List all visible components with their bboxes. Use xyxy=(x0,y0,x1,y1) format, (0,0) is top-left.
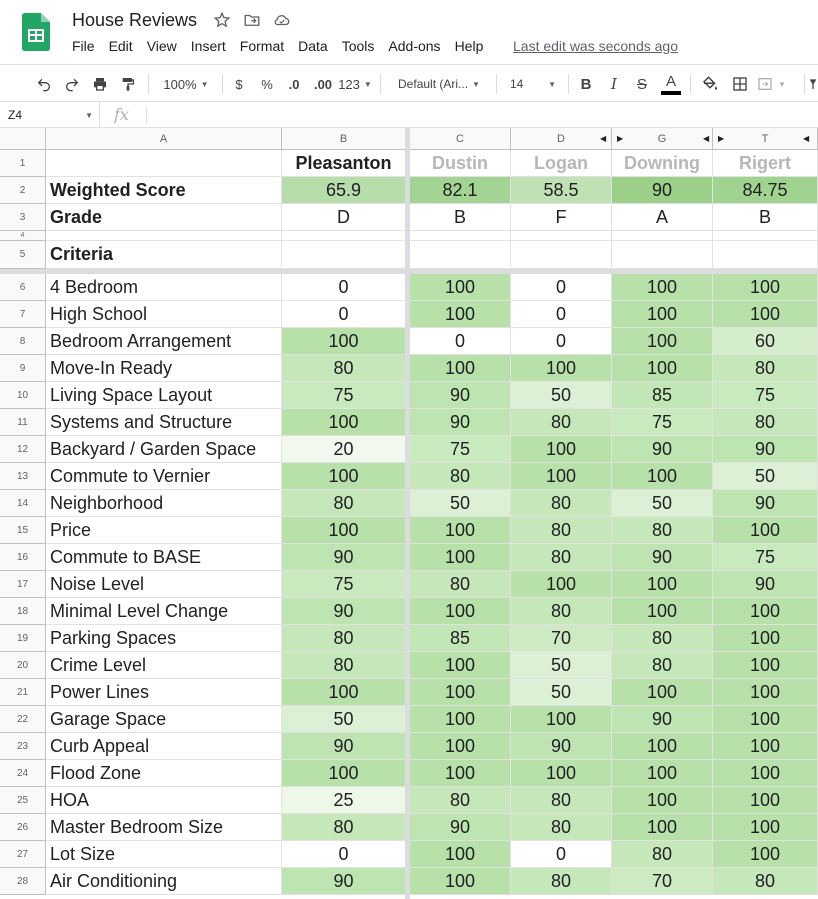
row-header-20[interactable]: 20 xyxy=(0,652,46,679)
criterion-score-cell[interactable]: 100 xyxy=(410,355,511,382)
criterion-score-cell[interactable]: 100 xyxy=(410,706,511,733)
decrease-decimal-button[interactable]: .0 xyxy=(288,76,300,92)
criterion-score-cell[interactable]: 80 xyxy=(410,787,511,814)
fill-color-icon[interactable] xyxy=(698,65,722,103)
house-name-cell[interactable]: Dustin xyxy=(410,150,511,177)
criterion-score-cell[interactable]: 100 xyxy=(713,787,818,814)
criterion-name-cell[interactable]: Living Space Layout xyxy=(46,382,282,409)
criterion-score-cell[interactable]: 100 xyxy=(410,760,511,787)
criterion-score-cell[interactable]: 75 xyxy=(282,571,406,598)
criterion-score-cell[interactable]: 100 xyxy=(713,652,818,679)
toolbar-separator xyxy=(496,74,497,94)
criterion-score-cell[interactable]: 80 xyxy=(713,355,818,382)
criterion-score-cell[interactable]: 75 xyxy=(410,436,511,463)
row-header-25[interactable]: 25 xyxy=(0,787,46,814)
row-header-4[interactable]: 4 xyxy=(0,231,46,241)
criterion-score-cell[interactable]: 100 xyxy=(612,463,713,490)
criterion-score-cell[interactable]: 0 xyxy=(282,301,406,328)
criterion-score-cell[interactable]: 50 xyxy=(282,706,406,733)
criterion-score-cell[interactable]: 0 xyxy=(282,274,406,301)
menu-edit[interactable]: Edit xyxy=(108,38,133,54)
criterion-score-cell[interactable]: 100 xyxy=(282,760,406,787)
criterion-score-cell[interactable]: 25 xyxy=(282,787,406,814)
criterion-score-cell[interactable]: 0 xyxy=(282,841,406,868)
criterion-score-cell[interactable]: 100 xyxy=(713,625,818,652)
percent-button[interactable]: % xyxy=(261,76,273,92)
criterion-name-cell[interactable]: High School xyxy=(46,301,282,328)
cell-a1[interactable] xyxy=(46,150,282,177)
row-header-11[interactable]: 11 xyxy=(0,409,46,436)
hidden-columns-arrow-icon[interactable]: ▶ xyxy=(617,134,624,143)
criterion-name-cell[interactable]: Flood Zone xyxy=(46,760,282,787)
font-size-value: 14 xyxy=(510,77,524,91)
criterion-score-cell[interactable]: 100 xyxy=(511,706,612,733)
more-formats-label: 123 xyxy=(338,76,360,92)
row-header-28[interactable]: 28 xyxy=(0,868,46,895)
menu-view[interactable]: View xyxy=(146,38,177,54)
merge-cells-icon[interactable] xyxy=(756,65,786,103)
criterion-score-cell[interactable]: 100 xyxy=(612,571,713,598)
criterion-name-cell[interactable]: Air Conditioning xyxy=(46,868,282,895)
criterion-score-cell[interactable]: 100 xyxy=(410,841,511,868)
criterion-name-cell[interactable]: Bedroom Arrangement xyxy=(46,328,282,355)
criterion-score-cell[interactable]: 80 xyxy=(612,652,713,679)
criteria-header[interactable]: Criteria xyxy=(46,241,282,269)
criterion-score-cell[interactable]: 100 xyxy=(511,436,612,463)
criterion-score-cell[interactable]: 80 xyxy=(612,625,713,652)
borders-icon[interactable] xyxy=(728,65,752,103)
row-header-26[interactable]: 26 xyxy=(0,814,46,841)
criterion-score-cell[interactable]: 100 xyxy=(410,679,511,706)
weighted-score-cell[interactable]: 65.9 xyxy=(282,177,406,204)
weighted-score-cell[interactable]: 82.1 xyxy=(410,177,511,204)
criterion-score-cell[interactable]: 100 xyxy=(410,598,511,625)
cloud-saved-icon[interactable] xyxy=(272,10,292,30)
criterion-score-cell[interactable]: 100 xyxy=(282,517,406,544)
criterion-score-cell[interactable]: 100 xyxy=(410,652,511,679)
row-header-18[interactable]: 18 xyxy=(0,598,46,625)
column-header-g[interactable]: G xyxy=(612,128,713,150)
criterion-score-cell[interactable]: 100 xyxy=(410,517,511,544)
criterion-score-cell[interactable]: 90 xyxy=(612,706,713,733)
cell-reference: Z4 xyxy=(8,108,23,122)
text-color-button[interactable] xyxy=(660,65,682,103)
criterion-score-cell[interactable]: 80 xyxy=(713,409,818,436)
select-all-corner[interactable] xyxy=(0,128,46,150)
hidden-columns-arrow-icon[interactable]: ◀ xyxy=(803,134,810,143)
criterion-score-cell[interactable]: 100 xyxy=(410,868,511,895)
grade-cell[interactable]: A xyxy=(612,204,713,231)
row-header-19[interactable]: 19 xyxy=(0,625,46,652)
row-header-22[interactable]: 22 xyxy=(0,706,46,733)
row-header-17[interactable]: 17 xyxy=(0,571,46,598)
text-color-swatch xyxy=(661,91,681,95)
criterion-score-cell[interactable]: 90 xyxy=(282,733,406,760)
criterion-score-cell[interactable]: 100 xyxy=(410,733,511,760)
criterion-score-cell[interactable]: 100 xyxy=(410,301,511,328)
criterion-score-cell[interactable]: 80 xyxy=(511,409,612,436)
chevron-down-icon: ▼ xyxy=(778,79,786,89)
criterion-score-cell[interactable]: 100 xyxy=(713,733,818,760)
frozen-column-divider[interactable] xyxy=(405,128,410,899)
empty-cell[interactable] xyxy=(46,231,282,241)
empty-cell[interactable] xyxy=(511,231,612,241)
criterion-score-cell[interactable]: 100 xyxy=(713,679,818,706)
house-name-cell[interactable]: Pleasanton xyxy=(282,150,406,177)
menu-bar xyxy=(72,38,497,54)
criterion-score-cell[interactable]: 100 xyxy=(713,517,818,544)
criterion-score-cell[interactable]: 80 xyxy=(511,544,612,571)
toolbar xyxy=(0,64,818,102)
criterion-name-cell[interactable]: Price xyxy=(46,517,282,544)
criterion-name-cell[interactable]: Master Bedroom Size xyxy=(46,814,282,841)
grade-cell[interactable]: B xyxy=(410,204,511,231)
empty-cell[interactable] xyxy=(612,231,713,241)
criterion-score-cell[interactable]: 50 xyxy=(410,490,511,517)
formula-input[interactable] xyxy=(154,102,814,128)
criterion-name-cell[interactable]: Neighborhood xyxy=(46,490,282,517)
criterion-score-cell[interactable]: 100 xyxy=(410,544,511,571)
criterion-score-cell[interactable]: 90 xyxy=(713,436,818,463)
criterion-score-cell[interactable]: 100 xyxy=(410,274,511,301)
hidden-columns-arrow-icon[interactable]: ▶ xyxy=(718,134,725,143)
chevron-down-icon: ▼ xyxy=(548,79,556,89)
criterion-name-cell[interactable]: HOA xyxy=(46,787,282,814)
empty-cell[interactable] xyxy=(410,241,511,269)
criterion-score-cell[interactable]: 80 xyxy=(612,517,713,544)
criterion-score-cell[interactable]: 80 xyxy=(282,814,406,841)
title-bar xyxy=(0,0,818,64)
document-title[interactable]: House Reviews xyxy=(72,10,198,30)
criterion-score-cell[interactable]: 90 xyxy=(713,490,818,517)
criterion-score-cell[interactable]: 100 xyxy=(612,733,713,760)
filter-icon[interactable] xyxy=(808,65,818,103)
menu-data[interactable]: Data xyxy=(298,38,328,54)
menu-insert[interactable]: Insert xyxy=(190,38,226,54)
house-name-cell[interactable]: Rigert xyxy=(713,150,818,177)
chevron-down-icon: ▼ xyxy=(363,79,372,89)
criterion-score-cell[interactable]: 100 xyxy=(612,274,713,301)
criterion-score-cell[interactable]: 50 xyxy=(511,679,612,706)
criterion-name-cell[interactable]: Crime Level xyxy=(46,652,282,679)
font-size-select[interactable] xyxy=(504,65,560,103)
criterion-score-cell[interactable]: 100 xyxy=(612,355,713,382)
strikethrough-button[interactable]: S xyxy=(636,75,647,93)
criterion-name-cell[interactable]: Commute to Vernier xyxy=(46,463,282,490)
criterion-score-cell[interactable]: 100 xyxy=(612,814,713,841)
criterion-score-cell[interactable]: 70 xyxy=(511,625,612,652)
zoom-select[interactable] xyxy=(156,65,216,103)
criterion-score-cell[interactable]: 100 xyxy=(612,301,713,328)
sheets-logo-icon[interactable] xyxy=(22,13,50,51)
menu-tools[interactable]: Tools xyxy=(341,38,375,54)
criterion-score-cell[interactable]: 100 xyxy=(511,760,612,787)
criterion-score-cell[interactable]: 80 xyxy=(282,652,406,679)
criterion-score-cell[interactable]: 0 xyxy=(511,301,612,328)
criterion-score-cell[interactable]: 90 xyxy=(511,733,612,760)
row-header-13[interactable]: 13 xyxy=(0,463,46,490)
empty-cell[interactable] xyxy=(282,241,406,269)
toolbar-separator xyxy=(568,74,569,94)
last-edit-link[interactable]: Last edit was seconds ago xyxy=(513,38,678,54)
criterion-score-cell[interactable]: 90 xyxy=(713,571,818,598)
criterion-score-cell[interactable]: 80 xyxy=(511,814,612,841)
criterion-score-cell[interactable]: 75 xyxy=(713,544,818,571)
grade-label[interactable]: Grade xyxy=(46,204,282,231)
weighted-score-cell[interactable]: 90 xyxy=(612,177,713,204)
criterion-score-cell[interactable]: 80 xyxy=(282,355,406,382)
grade-cell[interactable]: F xyxy=(511,204,612,231)
column-header-d[interactable]: D xyxy=(511,128,612,150)
column-header-t[interactable]: T xyxy=(713,128,818,150)
row-header-12[interactable]: 12 xyxy=(0,436,46,463)
toolbar-separator xyxy=(148,74,149,94)
chevron-down-icon: ▼ xyxy=(200,79,209,89)
criterion-score-cell[interactable]: 20 xyxy=(282,436,406,463)
hidden-columns-arrow-icon[interactable]: ◀ xyxy=(703,134,710,143)
formula-bar xyxy=(0,102,818,128)
criterion-score-cell[interactable]: 80 xyxy=(511,787,612,814)
hidden-columns-arrow-icon[interactable]: ◀ xyxy=(600,134,607,143)
text-color-label: A xyxy=(665,72,676,90)
criterion-score-cell[interactable]: 90 xyxy=(410,409,511,436)
criterion-name-cell[interactable]: Move-In Ready xyxy=(46,355,282,382)
row-header-23[interactable]: 23 xyxy=(0,733,46,760)
font-value: Default (Ari... xyxy=(398,77,469,91)
criterion-score-cell[interactable]: 90 xyxy=(612,436,713,463)
star-icon[interactable] xyxy=(212,10,232,30)
criterion-score-cell[interactable]: 80 xyxy=(282,490,406,517)
toolbar-separator xyxy=(222,74,223,94)
criterion-score-cell[interactable]: 100 xyxy=(282,328,406,355)
toolbar-separator xyxy=(804,74,805,94)
criterion-name-cell[interactable]: Lot Size xyxy=(46,841,282,868)
menu-help[interactable]: Help xyxy=(454,38,484,54)
criterion-score-cell[interactable]: 100 xyxy=(511,463,612,490)
criterion-name-cell[interactable]: Noise Level xyxy=(46,571,282,598)
row-header-15[interactable]: 15 xyxy=(0,517,46,544)
criterion-score-cell[interactable]: 90 xyxy=(612,544,713,571)
criterion-score-cell[interactable]: 90 xyxy=(282,598,406,625)
weighted-score-cell[interactable]: 84.75 xyxy=(713,177,818,204)
row-header-3[interactable]: 3 xyxy=(0,204,46,231)
row-header-1[interactable]: 1 xyxy=(0,150,46,177)
criterion-score-cell[interactable]: 0 xyxy=(511,274,612,301)
column-header-b[interactable]: B xyxy=(282,128,406,150)
criterion-score-cell[interactable]: 0 xyxy=(410,328,511,355)
grade-cell[interactable]: B xyxy=(713,204,818,231)
criterion-score-cell[interactable]: 80 xyxy=(511,517,612,544)
criterion-name-cell[interactable]: Curb Appeal xyxy=(46,733,282,760)
criterion-score-cell[interactable]: 70 xyxy=(612,868,713,895)
row-header-7[interactable]: 7 xyxy=(0,301,46,328)
criterion-name-cell[interactable]: 4 Bedroom xyxy=(46,274,282,301)
criterion-score-cell[interactable]: 100 xyxy=(713,274,818,301)
font-select[interactable] xyxy=(390,65,488,103)
toolbar-separator xyxy=(380,74,381,94)
empty-cell[interactable] xyxy=(282,231,406,241)
name-box[interactable] xyxy=(0,102,100,128)
criterion-score-cell[interactable]: 100 xyxy=(713,814,818,841)
formula-separator xyxy=(146,106,147,124)
criterion-name-cell[interactable]: Systems and Structure xyxy=(46,409,282,436)
criterion-score-cell[interactable]: 50 xyxy=(612,490,713,517)
criterion-name-cell[interactable]: Parking Spaces xyxy=(46,625,282,652)
undo-icon[interactable] xyxy=(32,65,56,103)
chevron-down-icon: ▼ xyxy=(472,79,480,89)
menu-file[interactable]: File xyxy=(72,38,95,54)
criterion-score-cell[interactable]: 100 xyxy=(612,328,713,355)
criterion-score-cell[interactable]: 85 xyxy=(410,625,511,652)
criterion-score-cell[interactable]: 100 xyxy=(612,787,713,814)
row-header-14[interactable]: 14 xyxy=(0,490,46,517)
paint-format-icon[interactable] xyxy=(116,65,140,103)
print-icon[interactable] xyxy=(88,65,112,103)
row-header-16[interactable]: 16 xyxy=(0,544,46,571)
spreadsheet-grid xyxy=(0,128,818,899)
criterion-score-cell[interactable]: 75 xyxy=(282,382,406,409)
criterion-score-cell[interactable]: 0 xyxy=(511,328,612,355)
criterion-score-cell[interactable]: 50 xyxy=(511,382,612,409)
criterion-name-cell[interactable]: Garage Space xyxy=(46,706,282,733)
row-header-10[interactable]: 10 xyxy=(0,382,46,409)
menu-addons[interactable]: Add-ons xyxy=(388,38,441,54)
redo-icon[interactable] xyxy=(60,65,84,103)
criterion-score-cell[interactable]: 50 xyxy=(713,463,818,490)
column-header-a[interactable]: A xyxy=(46,128,282,150)
criterion-score-cell[interactable]: 90 xyxy=(410,382,511,409)
row-header-21[interactable]: 21 xyxy=(0,679,46,706)
criterion-score-cell[interactable]: 80 xyxy=(713,868,818,895)
criterion-score-cell[interactable]: 75 xyxy=(713,382,818,409)
criterion-score-cell[interactable]: 100 xyxy=(511,571,612,598)
criterion-score-cell[interactable]: 85 xyxy=(612,382,713,409)
criterion-score-cell[interactable]: 0 xyxy=(511,841,612,868)
weighted-score-label[interactable]: Weighted Score xyxy=(46,177,282,204)
criterion-score-cell[interactable]: 100 xyxy=(282,679,406,706)
criterion-score-cell[interactable]: 80 xyxy=(282,625,406,652)
column-header-c[interactable]: C xyxy=(410,128,511,150)
criterion-score-cell[interactable]: 80 xyxy=(511,868,612,895)
house-name-cell[interactable]: Logan xyxy=(511,150,612,177)
criterion-score-cell[interactable]: 100 xyxy=(713,598,818,625)
row-header-5[interactable]: 5 xyxy=(0,241,46,269)
criterion-score-cell[interactable]: 100 xyxy=(511,355,612,382)
criterion-score-cell[interactable]: 100 xyxy=(612,760,713,787)
criterion-score-cell[interactable]: 100 xyxy=(612,598,713,625)
empty-cell[interactable] xyxy=(713,241,818,269)
move-folder-icon[interactable] xyxy=(242,10,262,30)
criterion-score-cell[interactable]: 90 xyxy=(282,544,406,571)
criterion-score-cell[interactable]: 60 xyxy=(713,328,818,355)
criterion-score-cell[interactable]: 90 xyxy=(410,814,511,841)
row-header-6[interactable]: 6 xyxy=(0,274,46,301)
grade-cell[interactable]: D xyxy=(282,204,406,231)
increase-decimal-button[interactable]: .00 xyxy=(313,76,333,92)
criterion-score-cell[interactable]: 100 xyxy=(612,679,713,706)
row-header-27[interactable]: 27 xyxy=(0,841,46,868)
criterion-score-cell[interactable]: 100 xyxy=(282,463,406,490)
criterion-score-cell[interactable]: 100 xyxy=(713,760,818,787)
empty-cell[interactable] xyxy=(410,231,511,241)
italic-button[interactable]: I xyxy=(611,75,617,93)
criterion-name-cell[interactable]: Commute to BASE xyxy=(46,544,282,571)
criterion-score-cell[interactable]: 80 xyxy=(511,598,612,625)
criterion-score-cell[interactable]: 90 xyxy=(282,868,406,895)
criterion-score-cell[interactable]: 75 xyxy=(612,409,713,436)
criterion-score-cell[interactable]: 50 xyxy=(511,652,612,679)
fx-icon: fx xyxy=(114,105,129,124)
empty-cell[interactable] xyxy=(511,241,612,269)
weighted-score-cell[interactable]: 58.5 xyxy=(511,177,612,204)
more-formats-button[interactable] xyxy=(338,65,372,103)
house-name-cell[interactable]: Downing xyxy=(612,150,713,177)
row-header-24[interactable]: 24 xyxy=(0,760,46,787)
criterion-name-cell[interactable]: Power Lines xyxy=(46,679,282,706)
criterion-score-cell[interactable]: 80 xyxy=(410,463,511,490)
criterion-score-cell[interactable]: 80 xyxy=(612,841,713,868)
criterion-score-cell[interactable]: 80 xyxy=(511,490,612,517)
criterion-score-cell[interactable]: 100 xyxy=(713,841,818,868)
currency-button[interactable]: $ xyxy=(235,76,243,92)
chevron-down-icon: ▼ xyxy=(85,111,93,120)
frozen-row-divider[interactable] xyxy=(0,269,818,274)
criterion-name-cell[interactable]: Backyard / Garden Space xyxy=(46,436,282,463)
menu-format[interactable]: Format xyxy=(239,38,285,54)
criterion-score-cell[interactable]: 100 xyxy=(713,706,818,733)
bold-button[interactable]: B xyxy=(580,75,592,93)
row-header-2[interactable]: 2 xyxy=(0,177,46,204)
criterion-name-cell[interactable]: Minimal Level Change xyxy=(46,598,282,625)
row-header-9[interactable]: 9 xyxy=(0,355,46,382)
row-header-8[interactable]: 8 xyxy=(0,328,46,355)
criterion-score-cell[interactable]: 80 xyxy=(410,571,511,598)
empty-cell[interactable] xyxy=(713,231,818,241)
zoom-value: 100% xyxy=(163,76,197,92)
criterion-score-cell[interactable]: 100 xyxy=(282,409,406,436)
toolbar-separator xyxy=(690,74,691,94)
empty-cell[interactable] xyxy=(612,241,713,269)
criterion-score-cell[interactable]: 100 xyxy=(713,301,818,328)
